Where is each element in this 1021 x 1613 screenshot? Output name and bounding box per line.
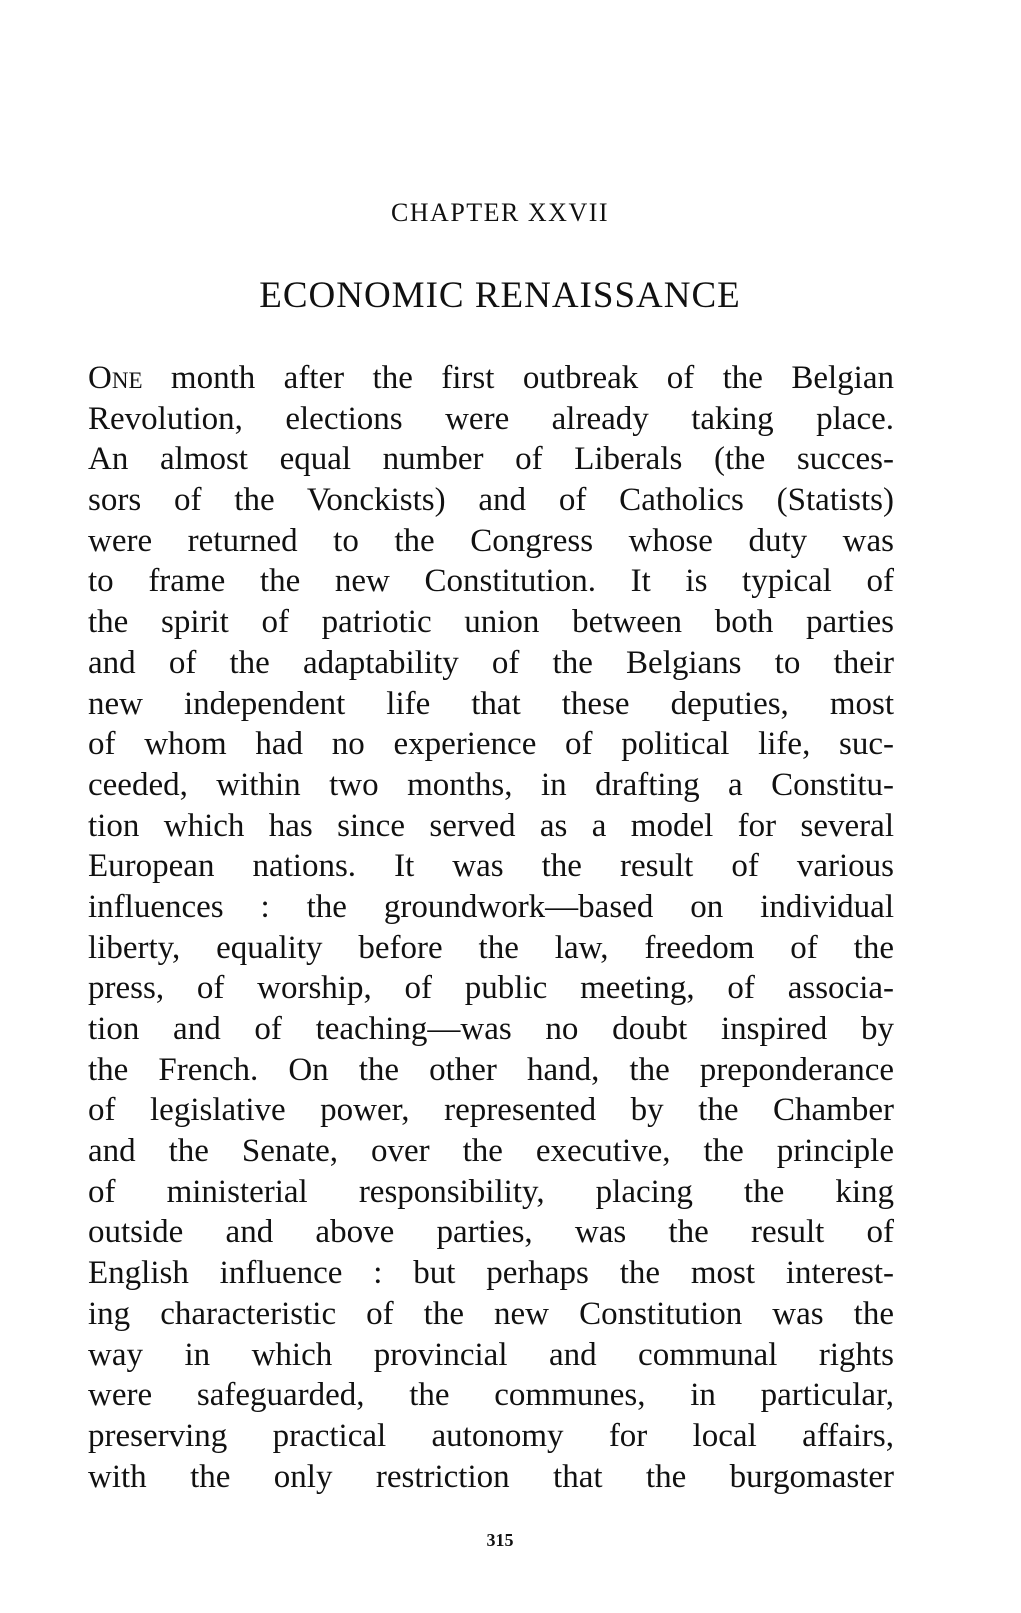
text-line: ceeded, within two months, in drafting a Constitu- [88, 766, 894, 803]
text-line: the spirit of patriotic union between both parties [88, 604, 894, 641]
text-line: new independent life that these deputies, most [88, 685, 894, 722]
text-line: Revolution, elections were already taking place. [88, 400, 894, 437]
text-line: of legislative power, represented by the Chamber [88, 1092, 894, 1129]
text-line: One month after the first outbreak of the Belgian [88, 360, 894, 396]
text-line: tion which has since served as a model for several [88, 807, 894, 844]
text-line: sors of the Vonckists) and of Catholics (Statists) [88, 482, 894, 519]
text-line: and of the adaptability of the Belgians to their [88, 644, 894, 681]
text-line: way in which provincial and communal rights [88, 1336, 894, 1373]
text-line: with the only restriction that the burgomaster [88, 1458, 894, 1495]
text-line: European nations. It was the result of various [88, 848, 894, 885]
text-line: An almost equal number of Liberals (the succes- [88, 441, 894, 478]
text-line: were safeguarded, the communes, in particular, [88, 1377, 894, 1414]
text-line: liberty, equality before the law, freedom of the [88, 929, 894, 966]
text-line: English influence : but perhaps the most interest- [88, 1255, 894, 1292]
text-line: tion and of teaching—was no doubt inspired by [88, 1011, 894, 1047]
text-line: preserving practical autonomy for local affairs, [88, 1417, 894, 1454]
text-line: to frame the new Constitution. It is typical of [88, 563, 894, 600]
text-line: outside and above parties, was the result of [88, 1214, 894, 1251]
page-number: 315 [486, 1530, 514, 1550]
text-line: press, of worship, of public meeting, of associa- [88, 970, 894, 1007]
text-line: the French. On the other hand, the preponderance [88, 1051, 894, 1088]
body-paragraph [88, 358, 894, 1497]
drop-word: One [88, 360, 143, 396]
text-line: of whom had no experience of political life, suc- [88, 726, 894, 763]
text-line: were returned to the Congress whose duty was [88, 522, 894, 559]
text-line: and the Senate, over the executive, the principle [88, 1133, 894, 1170]
chapter-number: CHAPTER XXVII [390, 198, 610, 227]
text-line: of ministerial responsibility, placing the king [88, 1173, 894, 1210]
chapter-title: ECONOMIC RENAISSANCE [259, 275, 741, 316]
text-line: influences : the groundwork—based on individual [88, 888, 894, 925]
text-line: ing characteristic of the new Constitution was the [88, 1295, 894, 1332]
